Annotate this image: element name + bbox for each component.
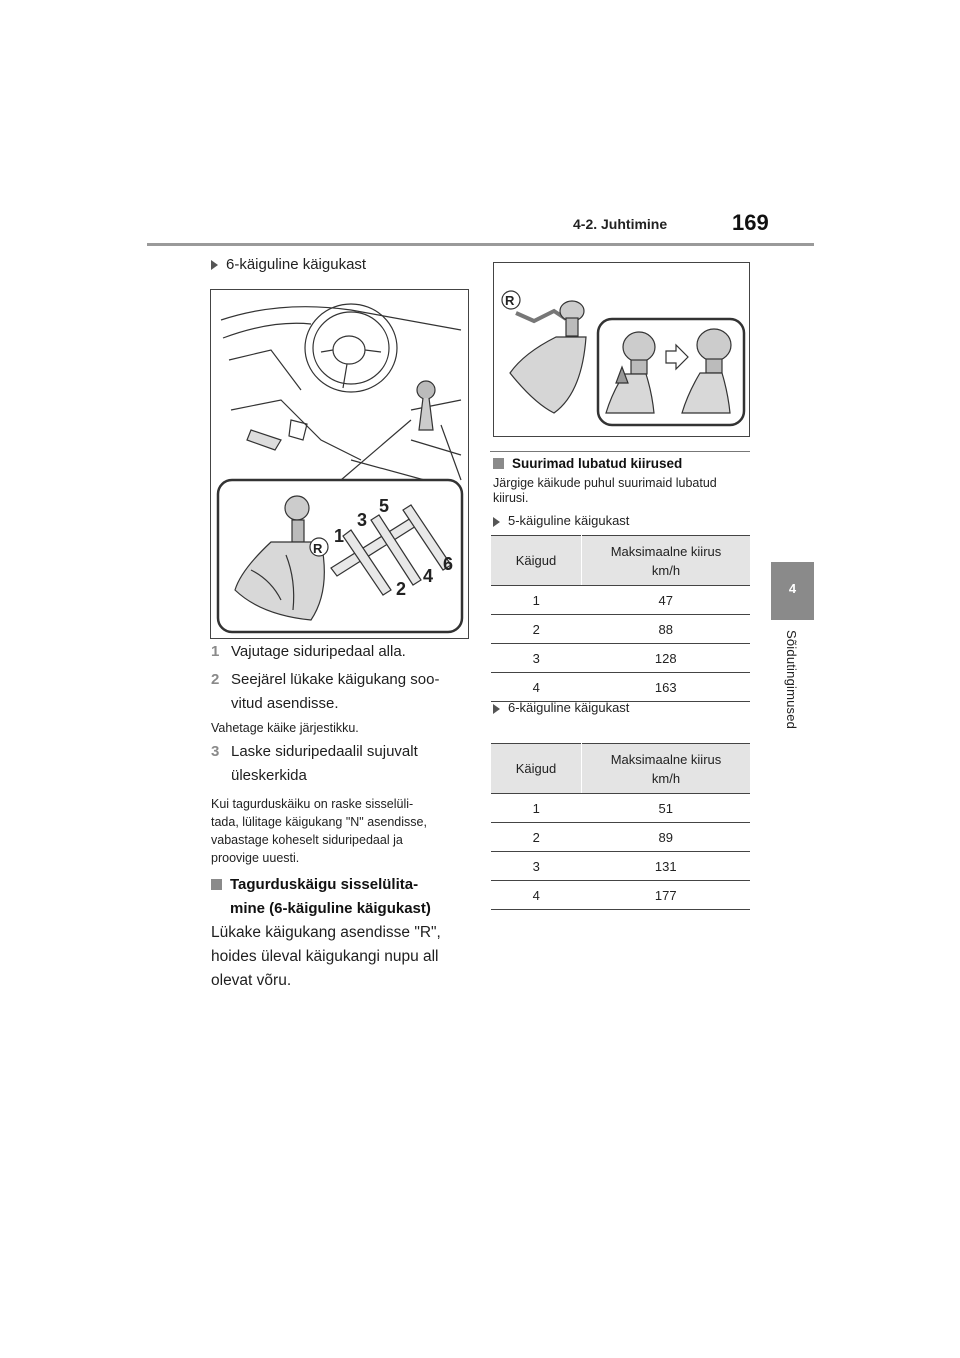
header-divider xyxy=(147,243,814,246)
gear-label-2: 2 xyxy=(396,579,407,599)
table-row: 1 47 xyxy=(491,586,750,615)
note-sequential: Vahetage käike järjestikku. xyxy=(211,721,359,735)
gear-shift-illustration xyxy=(211,290,468,638)
step-1: 1 Vajutage siduripedaal alla. xyxy=(211,643,406,660)
gear-label-r: R xyxy=(313,541,323,556)
table-row: 1 51 xyxy=(491,794,750,823)
gearbox-6-title: 6-käiguline käigukast xyxy=(211,256,366,273)
gear-label-1: 1 xyxy=(334,526,345,546)
chapter-tab-label-text: Sõidutingimused xyxy=(784,630,799,730)
chapter-tab-number: 4 xyxy=(788,581,797,596)
bullet-arrow-icon xyxy=(211,260,218,270)
reverse-lift-illustration xyxy=(494,263,749,436)
table-row: 4 163 xyxy=(491,673,750,702)
chapter-tab-label xyxy=(766,630,820,750)
bullet-arrow-icon xyxy=(493,517,500,527)
gear-label-6: 6 xyxy=(443,554,454,574)
table-row: 3 128 xyxy=(491,644,750,673)
speed-table-6 xyxy=(491,743,750,910)
gear-shift-figure xyxy=(210,289,469,639)
speed-section-title: Suurimad lubatud kiirused xyxy=(493,452,682,476)
gear-label-4: 4 xyxy=(423,566,434,586)
table-row: 4 177 xyxy=(491,881,750,910)
bullet-arrow-icon xyxy=(493,704,500,714)
reverse-lift-figure xyxy=(493,262,750,437)
section-square-icon xyxy=(493,458,504,469)
table-row: 3 131 xyxy=(491,852,750,881)
col-header-gear: Käigud xyxy=(491,744,582,794)
reverse-section-title: Tagurduskäigu sisselülita- mine (6-käiguline käigukast) xyxy=(211,873,471,921)
reverse-label: R xyxy=(505,293,515,308)
speed-intro: Järgige käikude puhul suurimaid lubatud kiirusi. xyxy=(493,476,717,505)
page-number: 169 xyxy=(732,210,769,235)
table-row: 2 88 xyxy=(491,615,750,644)
col-header-speed: Maksimaalne kiirus km/h xyxy=(582,536,751,586)
step-2: 2 Seejärel lükake käigukang soo- vitud asendisse. xyxy=(211,671,440,712)
table6-title: 6-käiguline käigukast xyxy=(493,700,629,715)
table-row: 2 89 xyxy=(491,823,750,852)
section-square-icon xyxy=(211,879,222,890)
col-header-gear: Käigud xyxy=(491,536,582,586)
reverse-instructions: Lükake käigukang asendisse "R", hoides üleval käigukangi nupu all olevat võru. xyxy=(211,924,441,989)
gear-label-3: 3 xyxy=(357,510,368,530)
col-header-speed: Maksimaalne kiirus km/h xyxy=(582,744,751,794)
step-3: 3 Laske siduripedaalil sujuvalt üleskerkida xyxy=(211,743,418,784)
section-title: 4-2. Juhtimine xyxy=(573,216,668,232)
gear-label-5: 5 xyxy=(379,496,390,516)
note-reverse-difficulty: Kui tagurduskäiku on raske sisselüli- tada, lülitage käigukang "N" asendisse, vabastage koheselt siduripedaal ja proovige uuesti. xyxy=(211,797,427,865)
table5-title: 5-käiguline käigukast xyxy=(493,513,629,528)
speed-table-5 xyxy=(491,535,750,702)
